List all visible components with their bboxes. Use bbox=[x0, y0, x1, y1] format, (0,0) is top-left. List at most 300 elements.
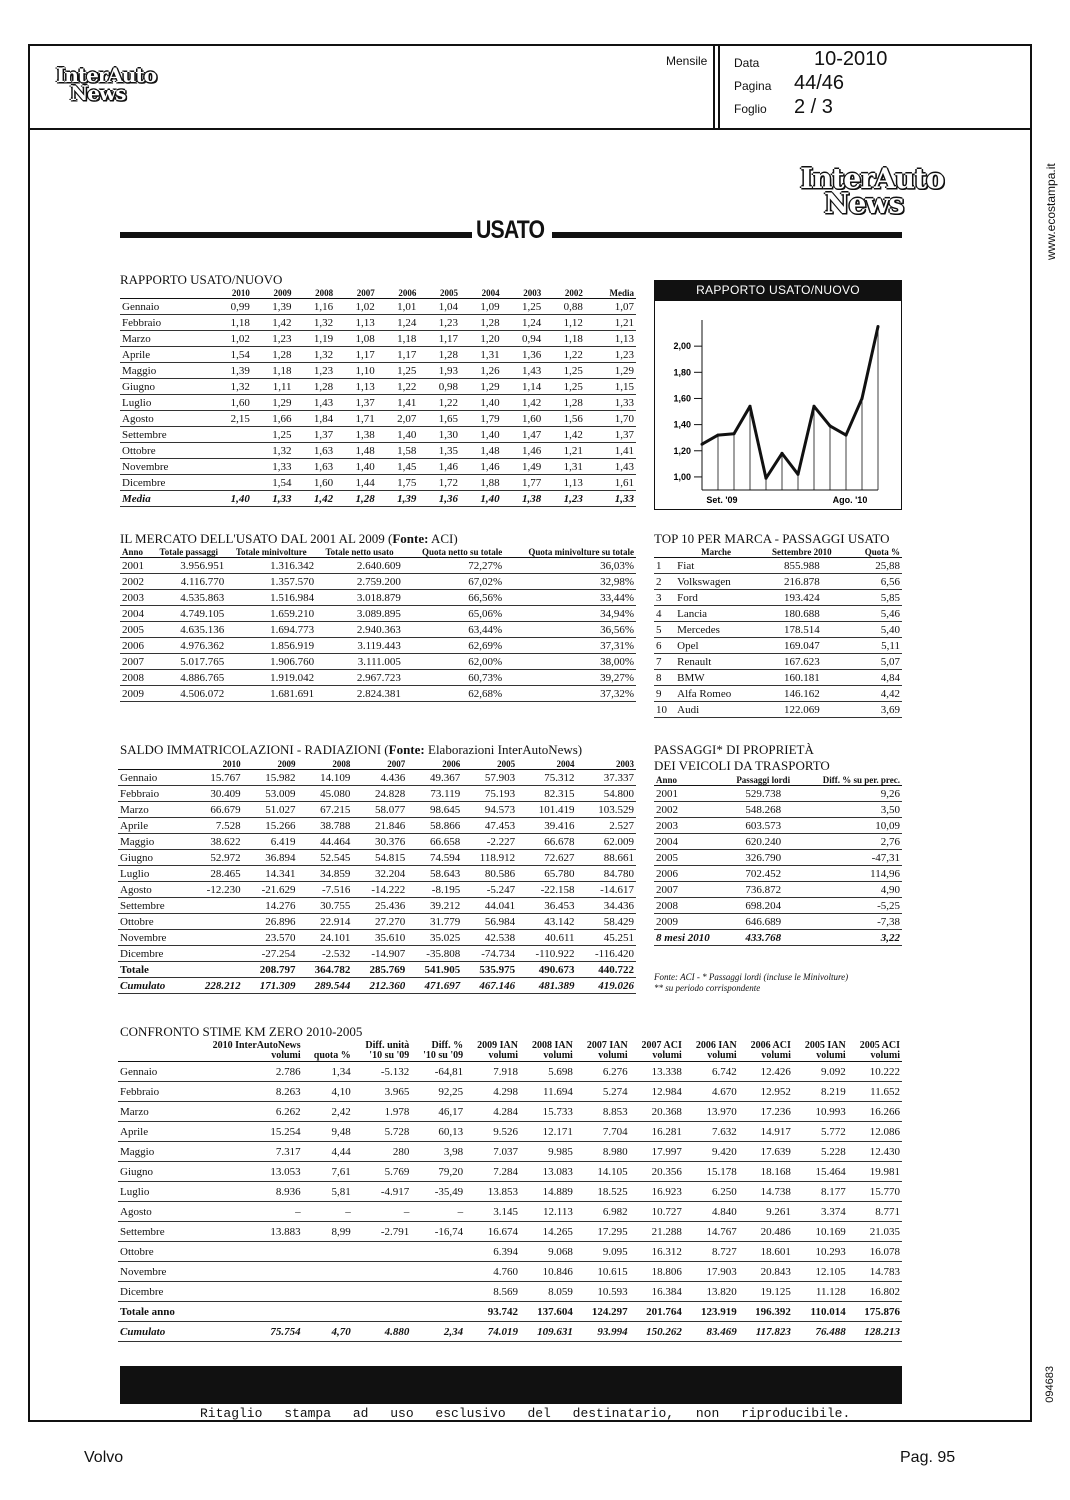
rapporto-cell: 1,75 bbox=[377, 475, 419, 491]
rapporto-cell: 1,60 bbox=[210, 395, 252, 411]
saldo-row bbox=[118, 866, 636, 882]
saldo-cell bbox=[188, 930, 243, 946]
saldo-row bbox=[118, 786, 636, 802]
top10-cell: Alfa Romeo bbox=[675, 686, 757, 702]
km0-cell: 6.394 bbox=[465, 1242, 520, 1262]
saldo-cell: 24.101 bbox=[297, 930, 352, 946]
km0-cell: Febbraio bbox=[118, 1082, 190, 1102]
km0-cell: 5.274 bbox=[575, 1082, 630, 1102]
passaggi-row bbox=[654, 866, 902, 882]
saldo-row bbox=[118, 946, 636, 962]
saldo-cell: 52.545 bbox=[297, 850, 352, 866]
saldo-cell: 30.376 bbox=[352, 834, 407, 850]
km0-cell: 16.312 bbox=[630, 1242, 684, 1262]
rapporto-row bbox=[120, 395, 636, 411]
km0-column-header bbox=[118, 1051, 190, 1062]
km0-cell: 79,20 bbox=[411, 1162, 465, 1182]
km0-cell: -5.132 bbox=[353, 1062, 412, 1082]
mercato-cell: 2.967.723 bbox=[316, 670, 403, 686]
y-tick-label: 2,00 bbox=[673, 341, 691, 352]
rapporto-cell: 1,23 bbox=[418, 315, 460, 331]
mercato-cell: 2005 bbox=[120, 622, 151, 638]
km0-cell: 3,98 bbox=[411, 1142, 465, 1162]
km0-cell: 9.420 bbox=[684, 1142, 739, 1162]
rapporto-cell: 1,21 bbox=[543, 443, 585, 459]
saldo-cell: Febbraio bbox=[118, 786, 188, 802]
rapporto-cell: 1,63 bbox=[294, 459, 336, 475]
passaggi-row bbox=[654, 882, 902, 898]
mercato-cell: 37,31% bbox=[504, 638, 636, 654]
rapporto-column-header: 2005 bbox=[440, 288, 459, 298]
top10-cell: 3,69 bbox=[847, 702, 902, 718]
saldo-row bbox=[118, 770, 636, 786]
saldo-cell: 94.573 bbox=[462, 802, 517, 818]
mercato-row bbox=[120, 686, 636, 702]
rapporto-cell: 2,07 bbox=[377, 411, 419, 427]
saldo-cell: -22.158 bbox=[517, 882, 576, 898]
km0-cell: Ottobre bbox=[118, 1242, 190, 1262]
mercato-cell: 4.886.765 bbox=[151, 670, 226, 686]
passaggi-note-1: Fonte: ACI - * Passaggi lordi (incluse le Minivolture) bbox=[654, 972, 849, 982]
km0-cell: 19.981 bbox=[848, 1162, 902, 1182]
passaggi-column-header: Anno bbox=[656, 775, 678, 785]
passaggi-title-2: DEI VEICOLI DA TRASPORTO bbox=[654, 758, 830, 773]
top10-cell: 3 bbox=[654, 590, 675, 606]
saldo-cell: 44.041 bbox=[462, 898, 517, 914]
rapporto-cell: 1,18 bbox=[543, 331, 585, 347]
rapporto-cell bbox=[210, 427, 252, 443]
km0-column-header: 2007 ACI bbox=[641, 1040, 682, 1051]
km0-cell: 13.853 bbox=[465, 1182, 520, 1202]
km0-cell bbox=[190, 1282, 303, 1302]
rapporto-cell: 1,25 bbox=[377, 363, 419, 379]
mercato-cell: 65,06% bbox=[403, 606, 504, 622]
km0-row bbox=[118, 1282, 902, 1302]
km0-cell: 1.978 bbox=[353, 1102, 412, 1122]
passaggi-cell: 698.204 bbox=[727, 898, 800, 914]
rapporto-cell: Marzo bbox=[120, 331, 210, 347]
rapporto-cell: 1,28 bbox=[335, 491, 377, 507]
rapporto-cell: 1,17 bbox=[418, 331, 460, 347]
rapporto-column-header: 2008 bbox=[315, 288, 334, 298]
saldo-cell: 39.416 bbox=[517, 818, 576, 834]
km0-cell bbox=[303, 1242, 353, 1262]
rapporto-cell: 0,94 bbox=[502, 331, 544, 347]
km0-cell bbox=[411, 1242, 465, 1262]
y-tick-label: 1,60 bbox=[673, 393, 691, 404]
rapporto-row bbox=[120, 459, 636, 475]
top10-title: TOP 10 PER MARCA - PASSAGGI USATO bbox=[654, 531, 890, 546]
rapporto-cell: 1,23 bbox=[294, 363, 336, 379]
rapporto-cell: 2,15 bbox=[210, 411, 252, 427]
rapporto-cell: 1,40 bbox=[460, 491, 502, 507]
saldo-cell: 171.309 bbox=[243, 978, 298, 994]
rapporto-cell: 1,22 bbox=[377, 379, 419, 395]
top10-cell: 25,88 bbox=[847, 558, 902, 574]
saldo-cell: 58.643 bbox=[407, 866, 462, 882]
km0-row bbox=[118, 1142, 902, 1162]
mercato-cell: 2004 bbox=[120, 606, 151, 622]
mercato-cell: 2007 bbox=[120, 654, 151, 670]
km0-cell: 4,44 bbox=[303, 1142, 353, 1162]
x-label-start: Set. '09 bbox=[706, 495, 738, 505]
km0-cell: 4.298 bbox=[465, 1082, 520, 1102]
km0-cell bbox=[353, 1282, 412, 1302]
km0-cell: 10.169 bbox=[793, 1222, 848, 1242]
km0-cell: 2.786 bbox=[190, 1062, 303, 1082]
saldo-cell: 56.984 bbox=[462, 914, 517, 930]
mercato-column-header: Totale minivolture bbox=[235, 547, 307, 557]
km0-cell: 123.919 bbox=[684, 1302, 739, 1322]
km0-cell: – bbox=[353, 1202, 412, 1222]
passaggi-cell: 2008 bbox=[654, 898, 727, 914]
km0-cell: 10.293 bbox=[793, 1242, 848, 1262]
km0-cell: 20.843 bbox=[739, 1262, 793, 1282]
rapporto-cell: 1,60 bbox=[502, 411, 544, 427]
saldo-cell: 80.586 bbox=[462, 866, 517, 882]
top10-row bbox=[654, 702, 902, 718]
km0-cell bbox=[303, 1262, 353, 1282]
km0-row bbox=[118, 1102, 902, 1122]
mercato-header-row bbox=[120, 547, 636, 558]
km0-column-header: 2006 ACI bbox=[750, 1040, 791, 1051]
top10-row bbox=[654, 590, 902, 606]
passaggi-cell: 2005 bbox=[654, 850, 727, 866]
mercato-cell: 5.017.765 bbox=[151, 654, 226, 670]
rapporto-row bbox=[120, 379, 636, 395]
rapporto-cell: 1,28 bbox=[543, 395, 585, 411]
km0-cell: -2.791 bbox=[353, 1222, 412, 1242]
km0-column-header: Diff. unità bbox=[365, 1040, 410, 1051]
saldo-column-header: 2007 bbox=[387, 759, 406, 769]
saldo-row bbox=[118, 834, 636, 850]
rapporto-cell: 1,58 bbox=[377, 443, 419, 459]
saldo-cell: 419.026 bbox=[577, 978, 636, 994]
mercato-cell: 2008 bbox=[120, 670, 151, 686]
km0-cell: 20.486 bbox=[739, 1222, 793, 1242]
km0-cell: 15.770 bbox=[848, 1182, 902, 1202]
y-tick-label: 1,40 bbox=[673, 419, 691, 430]
km0-cell: 117.823 bbox=[739, 1322, 793, 1342]
km0-column-header bbox=[118, 1041, 190, 1051]
km0-cell: 8.771 bbox=[848, 1202, 902, 1222]
km0-cell: Settembre bbox=[118, 1222, 190, 1242]
km0-row bbox=[118, 1202, 902, 1222]
km0-cell: Aprile bbox=[118, 1122, 190, 1142]
passaggi-cell: 3,22 bbox=[800, 930, 902, 946]
passaggi-cell: 433.768 bbox=[727, 930, 800, 946]
rapporto-cell: Luglio bbox=[120, 395, 210, 411]
km0-cell: 5.769 bbox=[353, 1162, 412, 1182]
km0-cell: 14.105 bbox=[575, 1162, 630, 1182]
saldo-cell: 285.769 bbox=[352, 962, 407, 978]
mercato-column-header: Quota minivolture su totale bbox=[528, 547, 634, 557]
km0-cell: 10.993 bbox=[793, 1102, 848, 1122]
km0-cell: 76.488 bbox=[793, 1322, 848, 1342]
rapporto-cell: 1,04 bbox=[418, 299, 460, 315]
saldo-cell: -21.629 bbox=[243, 882, 298, 898]
top10-cell: 180.688 bbox=[757, 606, 847, 622]
saldo-cell: 40.611 bbox=[517, 930, 576, 946]
rapporto-cell: Aprile bbox=[120, 347, 210, 363]
km0-cell bbox=[411, 1282, 465, 1302]
saldo-cell: 289.544 bbox=[297, 978, 352, 994]
top10-row bbox=[654, 670, 902, 686]
km0-cell: 15.178 bbox=[684, 1162, 739, 1182]
mercato-row bbox=[120, 558, 636, 574]
km0-cell: – bbox=[411, 1202, 465, 1222]
km0-total-row bbox=[118, 1302, 902, 1322]
top10-cell: Ford bbox=[675, 590, 757, 606]
saldo-cell: Giugno bbox=[118, 850, 188, 866]
rapporto-column-header: 2010 bbox=[231, 288, 250, 298]
passaggi-cell: 702.452 bbox=[727, 866, 800, 882]
km0-cell: 13.053 bbox=[190, 1162, 303, 1182]
saldo-cell: 2.527 bbox=[577, 818, 636, 834]
rapporto-cell: Agosto bbox=[120, 411, 210, 427]
rapporto-cell: 1,23 bbox=[252, 331, 294, 347]
top10-cell: 4 bbox=[654, 606, 675, 622]
saldo-cell: Totale bbox=[118, 962, 188, 978]
saldo-cell: 25.436 bbox=[352, 898, 407, 914]
rapporto-cell: 1,31 bbox=[460, 347, 502, 363]
top10-cell: 6,56 bbox=[847, 574, 902, 590]
km0-column-header: 2010 InterAutoNews bbox=[212, 1040, 301, 1051]
rapporto-cell: 1,18 bbox=[210, 315, 252, 331]
saldo-cell bbox=[188, 946, 243, 962]
km0-cell: 8.263 bbox=[190, 1082, 303, 1102]
saldo-cell: -116.420 bbox=[577, 946, 636, 962]
rapporto-cell: 1,72 bbox=[418, 475, 460, 491]
km0-column-header: quota % bbox=[313, 1050, 351, 1061]
km0-cell: 5.772 bbox=[793, 1122, 848, 1142]
top10-cell: Opel bbox=[675, 638, 757, 654]
rapporto-cell: 1,15 bbox=[585, 379, 636, 395]
side-url: www.ecostampa.it bbox=[1044, 163, 1058, 260]
rapporto-cell: 1,46 bbox=[502, 443, 544, 459]
mercato-cell: 62,68% bbox=[403, 686, 504, 702]
saldo-cell: 42.538 bbox=[462, 930, 517, 946]
passaggi-cell: 8 mesi 2010 bbox=[654, 930, 727, 946]
km0-cell: 13.883 bbox=[190, 1222, 303, 1242]
saldo-cell: 30.755 bbox=[297, 898, 352, 914]
top10-cell: 216.878 bbox=[757, 574, 847, 590]
km0-column-header: volumi bbox=[870, 1050, 900, 1061]
rapporto-cell: 1,42 bbox=[252, 315, 294, 331]
km0-cell: 150.262 bbox=[630, 1322, 684, 1342]
km0-cell bbox=[190, 1262, 303, 1282]
rapporto-cell: Dicembre bbox=[120, 475, 210, 491]
km0-cell: 13.338 bbox=[630, 1062, 684, 1082]
passaggi-row bbox=[654, 898, 902, 914]
section-rule-left bbox=[120, 232, 472, 238]
saldo-row bbox=[118, 882, 636, 898]
saldo-cell: 39.212 bbox=[407, 898, 462, 914]
km0-cell: Novembre bbox=[118, 1262, 190, 1282]
rapporto-cell: 1,18 bbox=[377, 331, 419, 347]
rapporto-cell: 1,18 bbox=[252, 363, 294, 379]
km0-cell: Marzo bbox=[118, 1102, 190, 1122]
km0-cell bbox=[303, 1282, 353, 1302]
km0-cell: 11.694 bbox=[520, 1082, 575, 1102]
km0-cell: 4.760 bbox=[465, 1262, 520, 1282]
rapporto-cell: 1,66 bbox=[252, 411, 294, 427]
magazine-logo: InterAuto News bbox=[800, 162, 944, 221]
data-point bbox=[797, 473, 800, 476]
km0-cell: 9,48 bbox=[303, 1122, 353, 1142]
km0-cell: Cumulato bbox=[118, 1322, 190, 1342]
rapporto-cell: Gennaio bbox=[120, 299, 210, 315]
mercato-cell: 1.694.773 bbox=[226, 622, 316, 638]
km0-cell: 17.903 bbox=[684, 1262, 739, 1282]
saldo-cell: -35.808 bbox=[407, 946, 462, 962]
rapporto-cell: 1,31 bbox=[543, 459, 585, 475]
mercato-cell: 1.906.760 bbox=[226, 654, 316, 670]
rapporto-cell: 1,63 bbox=[294, 443, 336, 459]
saldo-cell: -7.516 bbox=[297, 882, 352, 898]
saldo-cell bbox=[188, 962, 243, 978]
passaggi-title-1: PASSAGGI* DI PROPRIETÀ bbox=[654, 742, 814, 757]
top10-cell: Audi bbox=[675, 702, 757, 718]
top10-row bbox=[654, 558, 902, 574]
rapporto-cell: 1,02 bbox=[210, 331, 252, 347]
km0-cell bbox=[190, 1242, 303, 1262]
km0-cell: 18.806 bbox=[630, 1262, 684, 1282]
km0-cell: 6.276 bbox=[575, 1062, 630, 1082]
km0-cell: 11.128 bbox=[793, 1282, 848, 1302]
km0-cell: 3.965 bbox=[353, 1082, 412, 1102]
rapporto-cell: 1,32 bbox=[252, 443, 294, 459]
km0-cell: 92,25 bbox=[411, 1082, 465, 1102]
saldo-cell: 57.903 bbox=[462, 770, 517, 786]
saldo-cell: 118.912 bbox=[462, 850, 517, 866]
rapporto-cell: 1,29 bbox=[585, 363, 636, 379]
top10-cell: 178.514 bbox=[757, 622, 847, 638]
rapporto-cell bbox=[210, 459, 252, 475]
km0-cell: 12.430 bbox=[848, 1142, 902, 1162]
saldo-cell: 35.610 bbox=[352, 930, 407, 946]
km0-cell: 20.368 bbox=[630, 1102, 684, 1122]
km0-cell: 21.288 bbox=[630, 1222, 684, 1242]
rapporto-cell: 1,25 bbox=[543, 363, 585, 379]
rapporto-cell: 1,79 bbox=[460, 411, 502, 427]
saldo-column-header bbox=[118, 759, 188, 770]
rapporto-cell: 1,60 bbox=[294, 475, 336, 491]
km0-cell: 4.670 bbox=[684, 1082, 739, 1102]
km0-row bbox=[118, 1182, 902, 1202]
rapporto-cell: 1,56 bbox=[543, 411, 585, 427]
km0-cell: 16.674 bbox=[465, 1222, 520, 1242]
km0-column-header: '10 su '09 bbox=[423, 1050, 464, 1061]
km0-cell: 280 bbox=[353, 1142, 412, 1162]
saldo-cell: -8.195 bbox=[407, 882, 462, 898]
saldo-cell: 467.146 bbox=[462, 978, 517, 994]
saldo-cell: 54.815 bbox=[352, 850, 407, 866]
top10-row bbox=[654, 638, 902, 654]
km0-cell: 46,17 bbox=[411, 1102, 465, 1122]
saldo-cell: 66.678 bbox=[517, 834, 576, 850]
passaggi-cell: 736.872 bbox=[727, 882, 800, 898]
km0-cell: 8.727 bbox=[684, 1242, 739, 1262]
top10-cell: 4,84 bbox=[847, 670, 902, 686]
km0-cell: 4.284 bbox=[465, 1102, 520, 1122]
rapporto-row bbox=[120, 315, 636, 331]
rapporto-cell: 1,41 bbox=[377, 395, 419, 411]
rapporto-cell: 1,40 bbox=[377, 427, 419, 443]
mercato-column-header: Totale passaggi bbox=[159, 547, 218, 557]
mercato-cell: 2009 bbox=[120, 686, 151, 702]
rapporto-cell: 1,37 bbox=[335, 395, 377, 411]
saldo-header-row bbox=[118, 759, 636, 770]
mercato-cell: 34,94% bbox=[504, 606, 636, 622]
saldo-cell: -14.222 bbox=[352, 882, 407, 898]
passaggi-cell: 10,09 bbox=[800, 818, 902, 834]
top10-cell: 169.047 bbox=[757, 638, 847, 654]
km0-cell: 14.738 bbox=[739, 1182, 793, 1202]
saldo-cell: 37.337 bbox=[577, 770, 636, 786]
section-rule-right bbox=[552, 232, 902, 238]
saldo-cell: 481.389 bbox=[517, 978, 576, 994]
mercato-cell: 3.956.951 bbox=[151, 558, 226, 574]
km0-cell: 17.236 bbox=[739, 1102, 793, 1122]
saldo-column-header: 2004 bbox=[556, 759, 575, 769]
km0-cell: Maggio bbox=[118, 1142, 190, 1162]
km0-cell: 4.840 bbox=[684, 1202, 739, 1222]
top10-cell: 5 bbox=[654, 622, 675, 638]
footer-right: Pag. 95 bbox=[900, 1449, 956, 1466]
rapporto-cell: 1,40 bbox=[460, 395, 502, 411]
km0-cell: 19.125 bbox=[739, 1282, 793, 1302]
rapporto-cell: 1,28 bbox=[252, 347, 294, 363]
km0-cell: 18.601 bbox=[739, 1242, 793, 1262]
km0-cell: 14.889 bbox=[520, 1182, 575, 1202]
km0-cell: 18.168 bbox=[739, 1162, 793, 1182]
saldo-cell bbox=[188, 914, 243, 930]
mercato-cell: 37,32% bbox=[504, 686, 636, 702]
saldo-cell: 65.780 bbox=[517, 866, 576, 882]
mercato-cell: 67,02% bbox=[403, 574, 504, 590]
saldo-cumulative-row bbox=[118, 978, 636, 994]
passaggi-column-header: Diff. % su per. prec. bbox=[822, 775, 900, 785]
km0-cell: 21.035 bbox=[848, 1222, 902, 1242]
rapporto-cell: 1,48 bbox=[335, 443, 377, 459]
data-point bbox=[829, 424, 832, 427]
saldo-column-header: 2003 bbox=[616, 759, 634, 769]
saldo-cell: -74.734 bbox=[462, 946, 517, 962]
saldo-cell: 471.697 bbox=[407, 978, 462, 994]
rapporto-cell: 1,23 bbox=[543, 491, 585, 507]
km0-header-row bbox=[118, 1051, 902, 1062]
km0-cell: 12.984 bbox=[630, 1082, 684, 1102]
km0-cell: 14.783 bbox=[848, 1262, 902, 1282]
km0-cell: 17.997 bbox=[630, 1142, 684, 1162]
top10-cell: 167.623 bbox=[757, 654, 847, 670]
saldo-cell: 228.212 bbox=[188, 978, 243, 994]
rapporto-cell: 1,39 bbox=[252, 299, 294, 315]
top10-cell: 1 bbox=[654, 558, 675, 574]
km0-cell: 15.733 bbox=[520, 1102, 575, 1122]
km0-row bbox=[118, 1162, 902, 1182]
rapporto-row bbox=[120, 427, 636, 443]
km0-cell: 10.846 bbox=[520, 1262, 575, 1282]
saldo-cell: -5.247 bbox=[462, 882, 517, 898]
saldo-cell: 490.673 bbox=[517, 962, 576, 978]
km0-cell: 13.083 bbox=[520, 1162, 575, 1182]
data-point bbox=[749, 405, 752, 408]
rapporto-cell: 1,32 bbox=[294, 315, 336, 331]
saldo-cell: -14.617 bbox=[577, 882, 636, 898]
data-point bbox=[701, 443, 704, 446]
